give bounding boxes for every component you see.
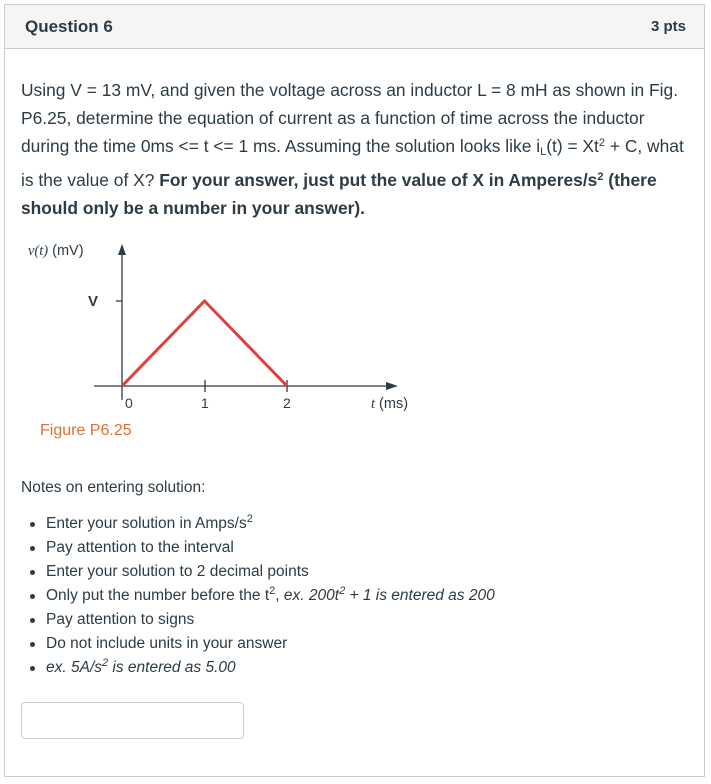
question-part-1: Using V = 13 mV, and given the voltage across an inductor L = 8 mH as shown in Fig. P6.25, determine the equation of current as a function of time across the inductor during the time 0ms <= t <= 1 ms. Assuming the solution looks like i <box>21 80 679 156</box>
voltage-waveform <box>122 301 287 386</box>
question-points: 3 pts <box>650 18 686 35</box>
figure-p6-25 <box>28 238 448 448</box>
note-text: Pay attention to the interval <box>46 539 234 556</box>
note-item <box>22 656 495 680</box>
note-sup: 2 <box>246 513 253 525</box>
question-title: Question 6 <box>25 16 113 36</box>
figure-caption: Figure P6.25 <box>40 422 132 439</box>
note-item <box>22 608 495 632</box>
question-part-3: + C, what is the value of X? <box>21 136 684 190</box>
question-part-2: (t) = Xt <box>546 136 599 156</box>
note-text: Pay attention to signs <box>46 611 195 628</box>
question-text <box>21 76 686 222</box>
waveform-graph <box>28 238 448 448</box>
note-text: Do not include units in your answer <box>46 635 288 652</box>
y-axis-label: v(t) (mV) <box>28 243 84 259</box>
note-item <box>22 584 495 608</box>
note-text: Enter your solution to 2 decimal points <box>46 563 309 580</box>
note-text: Only put the number before the t <box>46 587 270 604</box>
note-item <box>22 536 495 560</box>
x-tick-label-1: 1 <box>201 395 209 411</box>
note-text: Enter your solution in Amps/s <box>46 515 247 532</box>
x-axis-arrow-icon <box>386 382 398 390</box>
x-axis-label: t (ms) <box>371 396 409 412</box>
notes-list <box>22 512 495 680</box>
note-item <box>22 632 495 656</box>
x-tick-label-0: 0 <box>125 395 133 411</box>
note-text: , <box>275 587 284 604</box>
v-level-label: V <box>88 293 99 310</box>
question-sup-2: 2 <box>598 137 605 149</box>
x-tick-label-2: 2 <box>283 395 291 411</box>
note-item <box>22 560 495 584</box>
question-instruction-part-2: (there should only be a number in your answer). <box>21 170 657 218</box>
note-sup: 2 <box>269 585 276 597</box>
question-header <box>5 5 704 49</box>
notes-title: Notes on entering solution: <box>21 479 206 496</box>
question-instruction-sup: 2 <box>597 171 604 183</box>
note-example: ex. $200t^2 + 1$ is entered as 200 <box>283 585 495 604</box>
note-example: ex. $5A/s^2$ is entered as 5.00 <box>46 657 236 676</box>
y-axis-arrow-icon <box>118 244 126 255</box>
question-subscript-l: L <box>540 146 547 158</box>
answer-input[interactable] <box>21 702 244 739</box>
note-item <box>22 512 495 536</box>
question-instruction-part-1: For your answer, just put the value of X in Amperes/s <box>159 170 598 190</box>
